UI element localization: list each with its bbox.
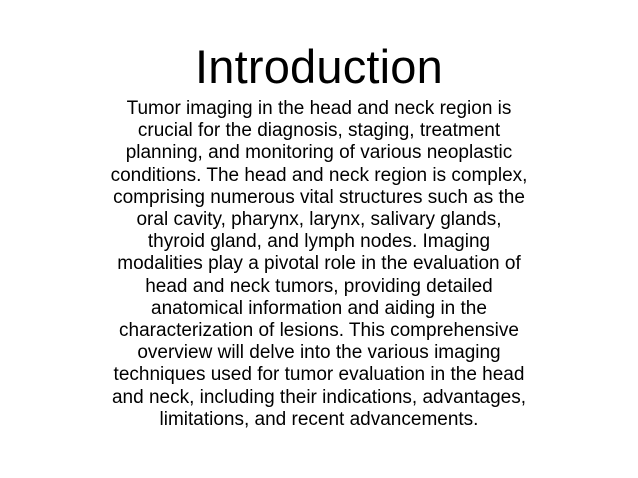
body-line: Tumor imaging in the head and neck region is [126,98,512,119]
slide-title: Introduction [194,40,443,93]
slide-body-text [70,98,568,431]
body-line: characterization of lesions. This comprehensive [119,320,519,342]
body-line: planning, and monitoring of various neoplastic [125,142,513,164]
body-line: overview will delve into the various imaging [137,342,501,364]
body-line: techniques used for tumor evaluation in the head [113,364,525,386]
body-line: crucial for the diagnosis, staging, treatment [137,120,501,142]
body-line: head and neck tumors, providing detailed [145,275,493,297]
body-line: comprising numerous vital structures such as the [113,186,525,208]
body-line: thyroid gland, and lymph nodes. Imaging [147,231,491,253]
body-line: modalities play a pivotal role in the evaluation of [117,253,521,275]
body-line: conditions. The head and neck region is complex, [110,164,528,186]
body-line: anatomical information and aiding in the [151,297,487,319]
body-line: limitations, and recent advancements. [159,408,479,430]
body-line: oral cavity, pharynx, larynx, salivary glands, [136,209,502,231]
body-line: and neck, including their indications, advantages, [111,386,527,408]
